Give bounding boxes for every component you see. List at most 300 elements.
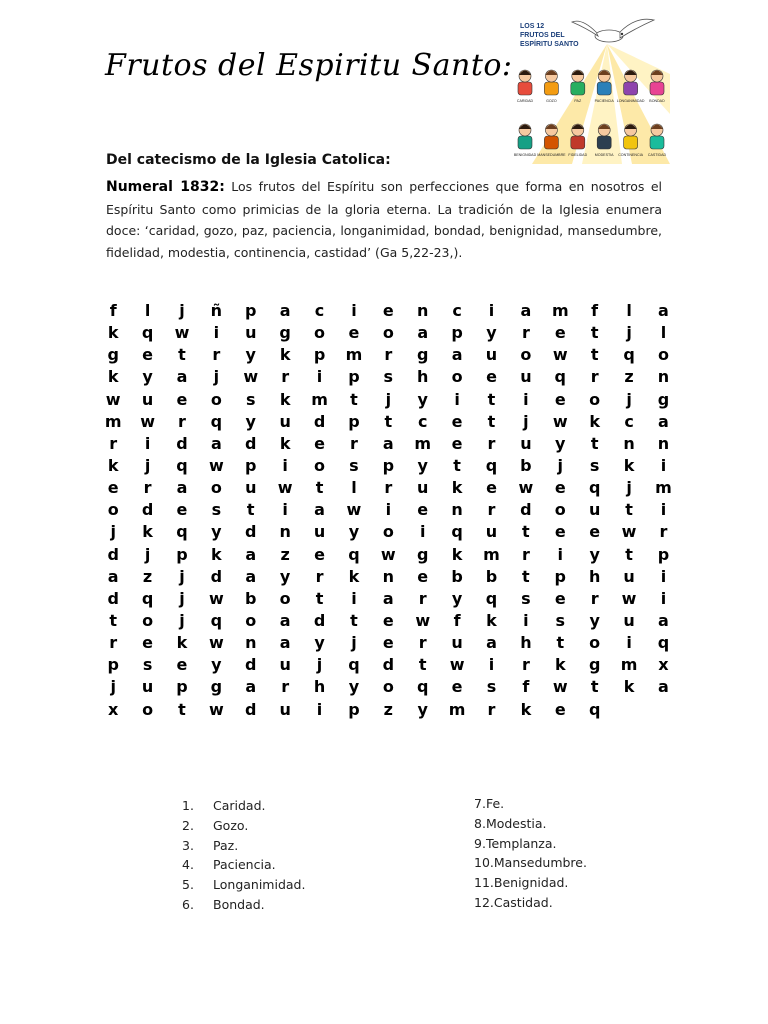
grid-letter[interactable]: t <box>384 411 393 431</box>
grid-letter[interactable]: e <box>176 500 188 520</box>
grid-letter[interactable]: k <box>279 345 291 365</box>
grid-letter[interactable]: d <box>107 588 119 608</box>
grid-letter[interactable]: e <box>417 566 429 586</box>
grid-letter[interactable]: j <box>179 588 185 608</box>
grid-letter[interactable]: i <box>660 588 667 608</box>
grid-letter[interactable]: t <box>487 411 496 431</box>
grid-letter[interactable]: r <box>590 367 599 387</box>
grid-letter[interactable]: m <box>448 699 466 719</box>
grid-letter[interactable]: o <box>554 500 566 520</box>
grid-letter[interactable]: n <box>623 433 635 453</box>
grid-letter[interactable]: p <box>657 544 670 564</box>
grid-letter[interactable]: r <box>109 633 118 653</box>
grid-letter[interactable]: u <box>451 633 463 653</box>
grid-letter[interactable]: r <box>349 433 358 453</box>
grid-letter[interactable]: t <box>453 455 461 475</box>
grid-letter[interactable]: t <box>315 478 324 498</box>
grid-letter[interactable]: e <box>382 633 394 653</box>
grid-letter[interactable]: t <box>178 345 186 365</box>
grid-letter[interactable]: w <box>208 455 224 475</box>
grid-letter[interactable]: i <box>351 301 357 320</box>
grid-letter[interactable]: j <box>144 544 151 564</box>
grid-letter[interactable]: e <box>451 677 463 697</box>
grid-letter[interactable]: d <box>245 655 257 675</box>
grid-letter[interactable]: i <box>488 655 495 675</box>
grid-letter[interactable]: f <box>591 301 599 320</box>
grid-letter[interactable]: k <box>107 323 119 343</box>
grid-letter[interactable]: o <box>451 367 463 387</box>
grid-letter[interactable]: i <box>626 633 632 653</box>
grid-letter[interactable]: m <box>620 655 638 675</box>
grid-letter[interactable]: b <box>485 566 498 586</box>
grid-letter[interactable]: p <box>245 455 257 475</box>
grid-letter[interactable]: a <box>520 301 532 320</box>
grid-letter[interactable]: b <box>451 566 463 586</box>
grid-letter[interactable]: j <box>179 301 185 320</box>
grid-letter[interactable]: z <box>280 544 290 564</box>
grid-letter[interactable]: y <box>417 455 428 475</box>
grid-letter[interactable]: t <box>590 345 599 365</box>
grid-letter[interactable]: t <box>556 633 565 653</box>
grid-letter[interactable]: a <box>245 566 257 586</box>
grid-letter[interactable]: o <box>210 478 222 498</box>
grid-letter[interactable]: n <box>657 367 670 387</box>
grid-letter[interactable]: e <box>451 433 463 453</box>
grid-letter[interactable]: a <box>658 301 669 320</box>
grid-letter[interactable]: d <box>245 699 257 719</box>
grid-letter[interactable]: o <box>382 323 394 343</box>
grid-letter[interactable]: s <box>349 455 359 475</box>
grid-letter[interactable]: a <box>279 610 291 630</box>
grid-letter[interactable]: a <box>210 433 222 453</box>
grid-letter[interactable]: i <box>454 389 460 409</box>
grid-letter[interactable]: q <box>176 522 188 542</box>
grid-letter[interactable]: b <box>520 455 532 475</box>
grid-letter[interactable]: p <box>451 323 463 343</box>
grid-letter[interactable]: o <box>142 610 154 630</box>
grid-letter[interactable]: a <box>382 588 394 608</box>
grid-letter[interactable]: o <box>657 345 669 365</box>
grid-letter[interactable]: e <box>107 478 119 498</box>
grid-letter[interactable]: j <box>179 566 185 586</box>
grid-letter[interactable]: e <box>417 500 429 520</box>
grid-letter[interactable]: i <box>523 610 529 630</box>
grid-letter[interactable]: e <box>554 699 566 719</box>
grid-letter[interactable]: j <box>557 455 564 475</box>
grid-letter[interactable]: t <box>625 544 633 564</box>
grid-letter[interactable]: a <box>107 566 119 586</box>
grid-letter[interactable]: w <box>174 323 190 343</box>
grid-letter[interactable]: y <box>211 655 222 675</box>
grid-letter[interactable]: w <box>208 633 224 653</box>
grid-letter[interactable]: d <box>313 411 326 431</box>
grid-letter[interactable]: u <box>245 323 257 343</box>
grid-letter[interactable]: q <box>485 455 498 475</box>
grid-letter[interactable]: e <box>314 544 325 564</box>
grid-letter[interactable]: g <box>210 677 223 697</box>
grid-letter[interactable]: g <box>107 345 119 365</box>
grid-letter[interactable]: i <box>557 544 564 564</box>
grid-letter[interactable]: r <box>590 588 599 608</box>
grid-letter[interactable]: t <box>590 323 599 343</box>
grid-letter[interactable]: y <box>279 566 291 586</box>
grid-letter[interactable]: x <box>658 655 669 675</box>
grid-letter[interactable]: t <box>178 699 186 719</box>
grid-letter[interactable]: h <box>588 566 601 586</box>
grid-letter[interactable]: j <box>385 389 392 409</box>
grid-letter[interactable]: i <box>660 500 667 520</box>
grid-letter[interactable]: y <box>589 544 600 564</box>
grid-letter[interactable]: d <box>520 500 532 520</box>
grid-letter[interactable]: e <box>554 323 566 343</box>
grid-letter[interactable]: a <box>486 633 497 653</box>
grid-letter[interactable]: q <box>348 544 360 564</box>
grid-letter[interactable]: y <box>451 588 463 608</box>
grid-letter[interactable]: k <box>554 655 566 675</box>
grid-letter[interactable]: z <box>142 566 153 586</box>
grid-letter[interactable]: k <box>623 677 635 697</box>
grid-letter[interactable]: o <box>245 610 257 630</box>
grid-letter[interactable]: e <box>382 610 394 630</box>
grid-letter[interactable]: r <box>521 544 530 564</box>
grid-letter[interactable]: n <box>451 500 463 520</box>
grid-letter[interactable]: k <box>623 455 635 475</box>
grid-letter[interactable]: x <box>108 699 119 719</box>
grid-letter[interactable]: ñ <box>210 301 223 320</box>
grid-letter[interactable]: g <box>588 655 601 675</box>
grid-letter[interactable]: r <box>521 323 530 343</box>
grid-letter[interactable]: a <box>658 610 669 630</box>
grid-letter[interactable]: k <box>107 455 119 475</box>
grid-letter[interactable]: b <box>245 588 257 608</box>
grid-letter[interactable]: t <box>522 522 530 542</box>
grid-letter[interactable]: p <box>176 677 188 697</box>
grid-letter[interactable]: d <box>245 433 257 453</box>
grid-letter[interactable]: u <box>417 478 429 498</box>
grid-letter[interactable]: e <box>142 345 154 365</box>
grid-letter[interactable]: u <box>141 389 154 409</box>
grid-letter[interactable]: e <box>451 411 463 431</box>
grid-letter[interactable]: o <box>589 633 601 653</box>
grid-letter[interactable]: r <box>281 677 290 697</box>
grid-letter[interactable]: n <box>657 433 670 453</box>
grid-letter[interactable]: e <box>554 588 566 608</box>
grid-letter[interactable]: m <box>414 433 432 453</box>
grid-letter[interactable]: j <box>626 323 632 343</box>
grid-letter[interactable]: r <box>418 588 427 608</box>
grid-letter[interactable]: j <box>626 478 632 498</box>
grid-letter[interactable]: y <box>555 433 566 453</box>
grid-letter[interactable]: t <box>350 610 358 630</box>
grid-letter[interactable]: a <box>245 677 257 697</box>
grid-letter[interactable]: r <box>384 345 393 365</box>
grid-letter[interactable]: o <box>382 677 394 697</box>
grid-letter[interactable]: u <box>485 345 498 365</box>
grid-letter[interactable]: y <box>348 677 360 697</box>
grid-letter[interactable]: k <box>176 633 188 653</box>
grid-letter[interactable]: i <box>660 455 667 475</box>
grid-letter[interactable]: q <box>588 699 601 719</box>
grid-letter[interactable]: p <box>348 367 360 387</box>
grid-letter[interactable]: c <box>417 411 428 431</box>
grid-letter[interactable]: r <box>487 699 496 719</box>
grid-letter[interactable]: w <box>552 345 568 365</box>
grid-letter[interactable]: k <box>107 367 119 387</box>
grid-letter[interactable]: m <box>551 301 569 320</box>
grid-letter[interactable]: l <box>660 323 667 343</box>
grid-letter[interactable]: p <box>176 544 188 564</box>
grid-letter[interactable]: e <box>176 655 188 675</box>
grid-letter[interactable]: q <box>623 345 635 365</box>
grid-letter[interactable]: n <box>245 633 257 653</box>
grid-letter[interactable]: n <box>417 301 429 320</box>
grid-letter[interactable]: y <box>245 345 256 365</box>
grid-letter[interactable]: o <box>382 522 394 542</box>
grid-letter[interactable]: u <box>245 478 257 498</box>
grid-letter[interactable]: e <box>554 478 566 498</box>
grid-letter[interactable]: u <box>520 367 532 387</box>
grid-letter[interactable]: h <box>417 367 429 387</box>
grid-letter[interactable]: q <box>485 588 498 608</box>
grid-letter[interactable]: e <box>554 389 566 409</box>
grid-letter[interactable]: r <box>315 566 324 586</box>
grid-letter[interactable]: p <box>313 345 326 365</box>
grid-letter[interactable]: u <box>313 522 326 542</box>
grid-letter[interactable]: g <box>657 389 670 409</box>
grid-letter[interactable]: u <box>520 433 532 453</box>
grid-letter[interactable]: d <box>210 566 223 586</box>
grid-letter[interactable]: u <box>279 699 291 719</box>
grid-letter[interactable]: d <box>176 433 188 453</box>
grid-letter[interactable]: w <box>105 389 121 409</box>
grid-letter[interactable]: g <box>279 323 291 343</box>
grid-letter[interactable]: j <box>213 367 220 387</box>
grid-letter[interactable]: y <box>348 522 360 542</box>
grid-letter[interactable]: g <box>416 544 429 564</box>
grid-letter[interactable]: q <box>416 677 429 697</box>
grid-letter[interactable]: o <box>520 345 532 365</box>
grid-letter[interactable]: a <box>176 367 188 387</box>
grid-letter[interactable]: s <box>555 610 566 630</box>
grid-letter[interactable]: u <box>141 677 154 697</box>
grid-letter[interactable]: t <box>246 500 255 520</box>
grid-letter[interactable]: d <box>313 610 326 630</box>
grid-letter[interactable]: p <box>348 699 360 719</box>
grid-letter[interactable]: m <box>104 411 122 431</box>
grid-letter[interactable]: j <box>523 411 529 431</box>
grid-letter[interactable]: r <box>109 433 118 453</box>
grid-letter[interactable]: r <box>384 478 393 498</box>
grid-letter[interactable]: m <box>311 389 328 409</box>
grid-letter[interactable]: i <box>316 367 323 387</box>
grid-letter[interactable]: d <box>382 655 395 675</box>
grid-letter[interactable]: w <box>449 655 465 675</box>
grid-letter[interactable]: o <box>314 455 326 475</box>
grid-letter[interactable]: g <box>416 345 429 365</box>
grid-letter[interactable]: o <box>210 389 222 409</box>
grid-letter[interactable]: u <box>623 610 635 630</box>
grid-letter[interactable]: a <box>279 633 291 653</box>
grid-letter[interactable]: y <box>211 522 222 542</box>
grid-letter[interactable]: o <box>142 699 154 719</box>
grid-letter[interactable]: r <box>212 345 221 365</box>
grid-letter[interactable]: p <box>554 566 566 586</box>
grid-letter[interactable]: l <box>351 478 357 498</box>
grid-letter[interactable]: m <box>483 544 500 564</box>
grid-letter[interactable]: q <box>588 478 601 498</box>
grid-letter[interactable]: o <box>107 500 119 520</box>
grid-letter[interactable]: r <box>487 500 496 520</box>
grid-letter[interactable]: w <box>552 677 568 697</box>
word-search-grid[interactable] <box>96 300 681 721</box>
grid-letter[interactable]: k <box>589 411 600 431</box>
grid-letter[interactable]: r <box>487 433 496 453</box>
grid-letter[interactable]: r <box>659 522 668 542</box>
grid-letter[interactable]: s <box>486 677 497 697</box>
grid-letter[interactable]: q <box>210 610 223 630</box>
grid-letter[interactable]: d <box>141 500 154 520</box>
grid-letter[interactable]: k <box>451 544 463 564</box>
grid-letter[interactable]: h <box>313 677 326 697</box>
grid-letter[interactable]: e <box>176 389 188 409</box>
grid-letter[interactable]: j <box>110 677 116 697</box>
grid-letter[interactable]: s <box>521 588 531 608</box>
grid-letter[interactable]: t <box>418 655 427 675</box>
grid-letter[interactable]: t <box>487 389 496 409</box>
grid-letter[interactable]: w <box>243 367 259 387</box>
grid-letter[interactable]: k <box>520 699 532 719</box>
grid-letter[interactable]: i <box>351 588 357 608</box>
grid-letter[interactable]: u <box>623 566 635 586</box>
grid-letter[interactable]: i <box>282 455 288 475</box>
grid-letter[interactable]: t <box>350 389 358 409</box>
grid-letter[interactable]: z <box>624 367 634 387</box>
grid-letter[interactable]: w <box>621 522 637 542</box>
grid-letter[interactable]: h <box>520 633 532 653</box>
grid-letter[interactable]: k <box>211 544 222 564</box>
grid-letter[interactable]: e <box>589 522 601 542</box>
grid-letter[interactable]: c <box>624 411 634 431</box>
grid-letter[interactable]: a <box>176 478 188 498</box>
grid-letter[interactable]: j <box>144 455 151 475</box>
grid-letter[interactable]: s <box>245 389 256 409</box>
grid-letter[interactable]: c <box>452 301 462 320</box>
grid-letter[interactable]: l <box>626 301 632 320</box>
grid-letter[interactable]: a <box>314 500 325 520</box>
grid-letter[interactable]: p <box>107 655 119 675</box>
grid-letter[interactable]: q <box>141 588 154 608</box>
grid-letter[interactable]: c <box>314 301 325 320</box>
grid-letter[interactable]: n <box>382 566 395 586</box>
grid-letter[interactable]: y <box>245 411 256 431</box>
grid-letter[interactable]: t <box>109 610 118 630</box>
grid-letter[interactable]: w <box>277 478 293 498</box>
grid-letter[interactable]: i <box>419 522 426 542</box>
grid-letter[interactable]: e <box>382 301 394 320</box>
grid-letter[interactable]: y <box>314 633 325 653</box>
grid-letter[interactable]: a <box>245 544 257 564</box>
grid-letter[interactable]: q <box>141 323 154 343</box>
grid-letter[interactable]: k <box>451 478 463 498</box>
grid-letter[interactable]: y <box>417 389 428 409</box>
grid-letter[interactable]: a <box>417 323 429 343</box>
grid-letter[interactable]: m <box>655 478 672 498</box>
grid-letter[interactable]: q <box>554 367 566 387</box>
grid-letter[interactable]: r <box>521 655 530 675</box>
grid-letter[interactable]: j <box>179 610 185 630</box>
grid-letter[interactable]: y <box>417 699 428 719</box>
grid-letter[interactable]: r <box>143 478 152 498</box>
grid-letter[interactable]: a <box>279 301 291 320</box>
grid-letter[interactable]: f <box>453 610 461 630</box>
grid-letter[interactable]: p <box>245 301 257 320</box>
grid-letter[interactable]: w <box>208 588 224 608</box>
grid-letter[interactable]: w <box>415 610 431 630</box>
grid-letter[interactable]: f <box>109 301 117 320</box>
grid-letter[interactable]: d <box>245 522 257 542</box>
grid-letter[interactable]: f <box>522 677 530 697</box>
grid-letter[interactable]: i <box>385 500 392 520</box>
grid-letter[interactable]: y <box>589 610 600 630</box>
grid-letter[interactable]: q <box>348 655 360 675</box>
grid-letter[interactable]: r <box>281 367 290 387</box>
grid-letter[interactable]: q <box>451 522 463 542</box>
grid-letter[interactable]: n <box>279 522 291 542</box>
grid-letter[interactable]: k <box>142 522 153 542</box>
grid-letter[interactable]: m <box>345 345 363 365</box>
grid-letter[interactable]: i <box>282 500 288 520</box>
grid-letter[interactable]: z <box>383 699 393 719</box>
grid-letter[interactable]: w <box>140 411 155 431</box>
grid-letter[interactable]: i <box>144 433 151 453</box>
grid-letter[interactable]: w <box>380 544 396 564</box>
grid-letter[interactable]: i <box>523 389 529 409</box>
grid-letter[interactable]: w <box>208 699 224 719</box>
grid-letter[interactable]: a <box>382 433 394 453</box>
grid-letter[interactable]: t <box>590 677 599 697</box>
grid-letter[interactable]: t <box>315 588 324 608</box>
grid-letter[interactable]: s <box>383 367 394 387</box>
grid-letter[interactable]: a <box>658 411 669 431</box>
grid-letter[interactable]: i <box>316 699 323 719</box>
grid-letter[interactable]: r <box>418 633 427 653</box>
grid-letter[interactable]: t <box>590 433 599 453</box>
grid-letter[interactable]: l <box>144 301 151 320</box>
grid-letter[interactable]: j <box>110 522 116 542</box>
grid-letter[interactable]: q <box>210 411 223 431</box>
grid-letter[interactable]: j <box>626 389 632 409</box>
grid-letter[interactable]: a <box>658 677 669 697</box>
grid-letter[interactable]: t <box>625 500 633 520</box>
grid-letter[interactable]: k <box>279 433 291 453</box>
grid-letter[interactable]: e <box>314 433 325 453</box>
grid-letter[interactable]: k <box>279 389 291 409</box>
grid-letter[interactable]: i <box>660 566 667 586</box>
grid-letter[interactable]: a <box>451 345 463 365</box>
grid-letter[interactable]: r <box>178 411 186 431</box>
grid-letter[interactable]: y <box>486 323 497 343</box>
grid-letter[interactable]: w <box>621 588 637 608</box>
grid-letter[interactable]: p <box>348 411 360 431</box>
grid-letter[interactable]: u <box>485 522 498 542</box>
grid-letter[interactable]: o <box>589 389 601 409</box>
grid-letter[interactable]: e <box>486 478 497 498</box>
grid-letter[interactable]: i <box>213 323 220 343</box>
grid-letter[interactable]: j <box>316 655 323 675</box>
grid-letter[interactable]: e <box>554 522 566 542</box>
grid-letter[interactable]: j <box>351 633 357 653</box>
grid-letter[interactable]: q <box>657 633 670 653</box>
